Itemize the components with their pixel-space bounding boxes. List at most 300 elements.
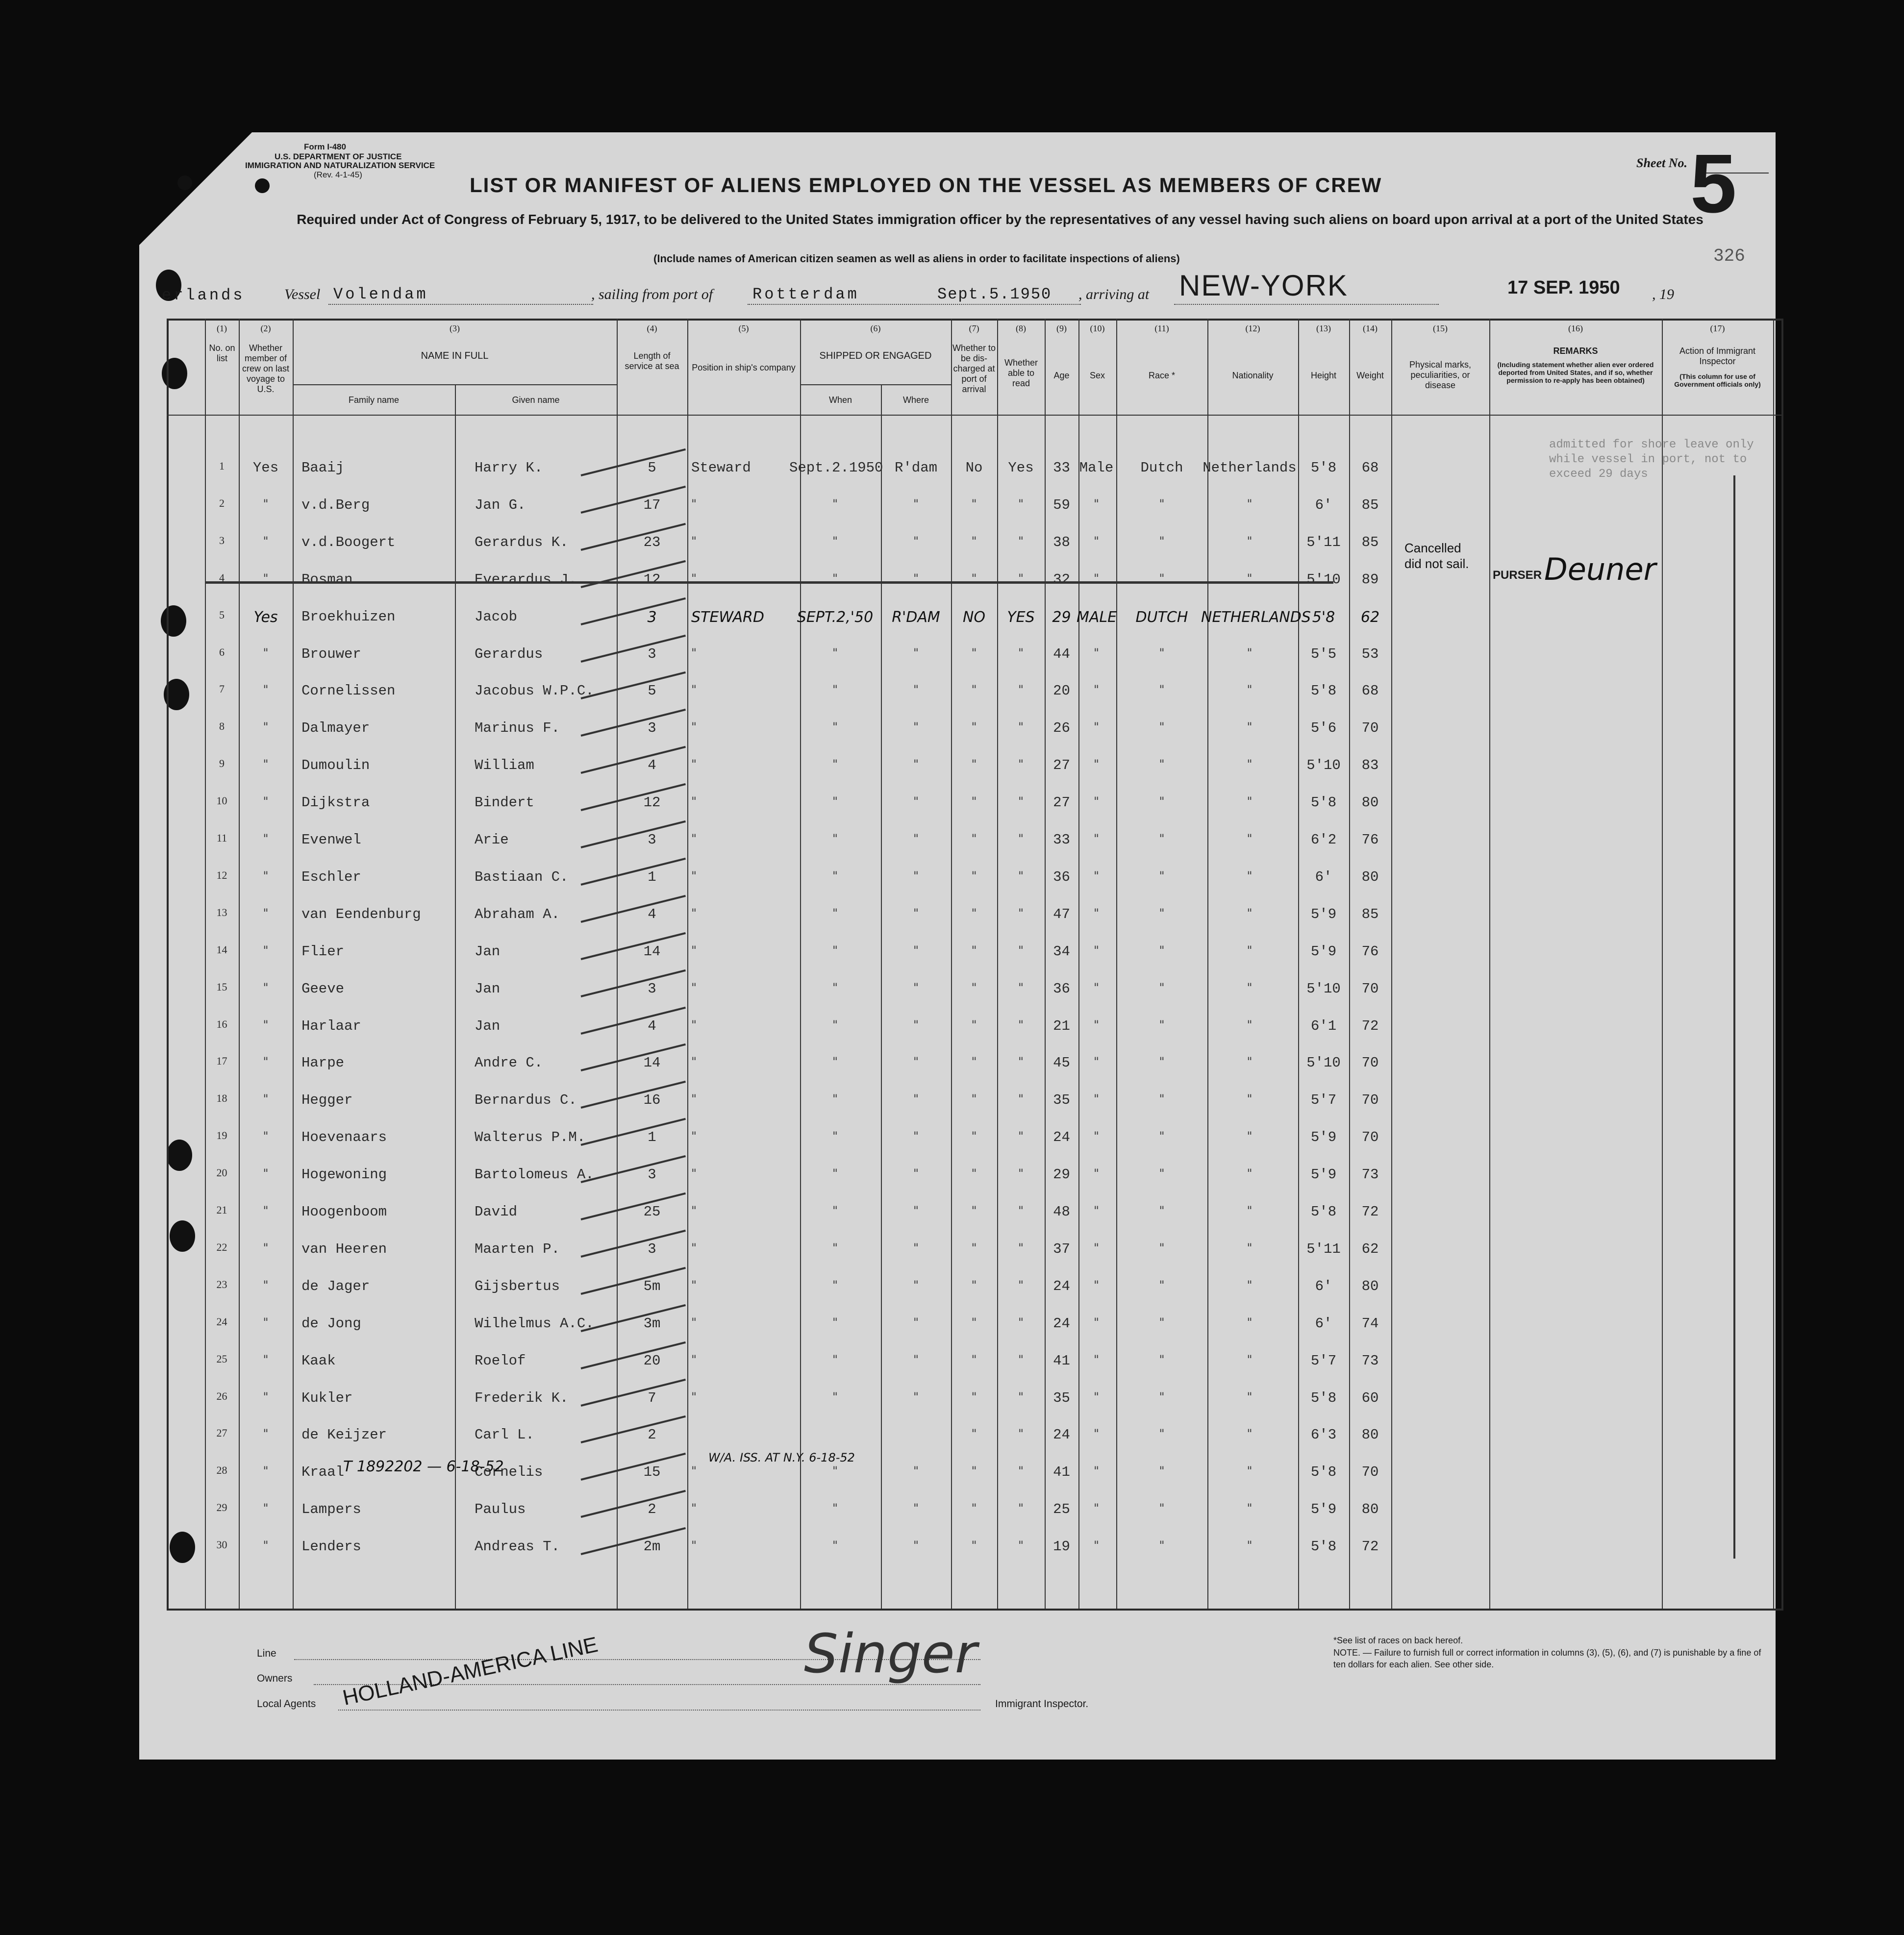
col-header-inspector-note: (This column for use of Government officials only) <box>1674 372 1761 388</box>
cell-discharged: " <box>971 1427 977 1440</box>
vessel-name: Volendam <box>333 285 428 303</box>
cell-discharged: " <box>971 1538 977 1552</box>
cell-service: 2 <box>648 1501 656 1517</box>
cell-given: Arie <box>475 832 509 848</box>
cell-weight: 73 <box>1361 1353 1379 1369</box>
cell-nationality: " <box>1247 906 1253 920</box>
cell-weight: 53 <box>1361 646 1379 662</box>
cell-weight: 72 <box>1361 1538 1379 1555</box>
cell-when: " <box>832 1501 838 1515</box>
cell-position: " <box>691 1241 697 1255</box>
cell-last: " <box>263 683 269 696</box>
cell-weight: 70 <box>1361 1055 1379 1071</box>
cell-nationality: " <box>1247 1055 1253 1068</box>
cell-height: 5'10 <box>1306 757 1341 773</box>
cell-age: 29 <box>1052 609 1071 626</box>
cell-height: 5'9 <box>1310 1166 1337 1183</box>
cell-service: 23 <box>643 534 661 550</box>
cell-age: 36 <box>1053 981 1070 997</box>
cell-sex: " <box>1093 794 1100 808</box>
cell-race: " <box>1159 1018 1165 1032</box>
cell-given: Bernardus C. <box>475 1092 577 1108</box>
cell-discharged: No <box>965 460 983 476</box>
cell-position: " <box>691 943 697 957</box>
cell-service: 12 <box>643 571 661 588</box>
cell-discharged: " <box>971 1092 977 1106</box>
cell-read: " <box>1018 1464 1024 1478</box>
cell-discharged: " <box>971 757 977 771</box>
cell-position: " <box>691 534 697 548</box>
cell-age: 37 <box>1053 1241 1070 1257</box>
cell-sex: " <box>1093 832 1100 845</box>
cell-race: " <box>1159 646 1165 660</box>
cell-read: Yes <box>1008 460 1034 476</box>
cell-when: " <box>832 720 838 734</box>
cell-race: " <box>1159 1501 1165 1515</box>
cell-no: 11 <box>216 832 227 844</box>
cell-age: 27 <box>1053 794 1070 811</box>
arrival-underline <box>1174 304 1439 305</box>
cell-when: SEPT.2,'50 <box>797 609 874 626</box>
cell-race: " <box>1159 943 1165 957</box>
cell-read: " <box>1018 1055 1024 1068</box>
cell-given: Jan <box>475 943 501 960</box>
cell-weight: 73 <box>1361 1166 1379 1183</box>
form-subtitle: Required under Act of Congress of February 5, 1917, to be delivered to the United States immigration officer by the representatives of any vessel having such aliens on board upon arrival at a port of the United States <box>297 212 1704 227</box>
cell-service: 3 <box>647 609 657 626</box>
cell-service: 5 <box>648 683 656 699</box>
cell-sex: " <box>1093 869 1100 883</box>
cell-where: " <box>913 497 919 511</box>
cell-when: " <box>832 1278 838 1292</box>
arrival-date-stamp: 17 SEP. 1950 <box>1507 277 1620 298</box>
cell-race: " <box>1159 869 1165 883</box>
cell-no: 3 <box>219 534 225 546</box>
cell-read: " <box>1018 981 1024 994</box>
cell-where: " <box>913 1055 919 1068</box>
cell-no: 1 <box>219 460 225 472</box>
cell-position: Steward <box>691 460 751 476</box>
cell-service: 1 <box>648 1129 656 1145</box>
cell-service: 3 <box>648 1166 656 1183</box>
cell-no: 9 <box>219 757 225 769</box>
cell-where: " <box>913 1092 919 1106</box>
cell-nationality: " <box>1247 534 1253 548</box>
cell-where: " <box>913 1278 919 1292</box>
cell-sex: " <box>1093 1390 1100 1404</box>
cell-service: 14 <box>643 943 661 960</box>
col-header-physical-marks: Physical marks, peculiarities, or disease <box>1409 360 1472 390</box>
cell-read: " <box>1018 794 1024 808</box>
cell-when: " <box>832 1538 838 1552</box>
cell-where: " <box>913 1315 919 1329</box>
cell-position: " <box>691 1018 697 1032</box>
cell-race: " <box>1159 1204 1165 1217</box>
cell-family: Kaak <box>301 1353 336 1369</box>
form-instruction: (Include names of American citizen seamen as well as aliens in order to facilitate inspections of aliens) <box>653 252 1180 265</box>
cell-no: 13 <box>216 906 227 918</box>
cell-sex: " <box>1093 1464 1100 1478</box>
cell-weight: 70 <box>1361 1092 1379 1108</box>
cell-discharged: " <box>971 646 977 660</box>
cell-family: Cornelissen <box>301 683 396 699</box>
cell-age: 24 <box>1053 1129 1070 1145</box>
cell-service: 16 <box>643 1092 661 1108</box>
cell-where: " <box>913 906 919 920</box>
cell-weight: 80 <box>1361 1427 1379 1443</box>
cell-age: 25 <box>1053 1501 1070 1517</box>
cell-where: " <box>913 1353 919 1366</box>
cell-service: 7 <box>648 1390 656 1406</box>
cell-race: " <box>1159 683 1165 696</box>
cell-no: 14 <box>216 943 227 956</box>
cell-no: 19 <box>216 1129 227 1141</box>
cell-given: Walterus P.M. <box>475 1129 586 1145</box>
cell-nationality: " <box>1247 646 1253 660</box>
cell-weight: 62 <box>1360 609 1380 626</box>
cell-given: Paulus <box>475 1501 526 1517</box>
cell-nationality: Netherlands <box>1203 460 1297 476</box>
cell-weight: 70 <box>1361 1129 1379 1145</box>
cell-height: 5'8 <box>1310 1538 1337 1555</box>
cell-height: 5'8 <box>1310 1464 1337 1480</box>
cell-family: Eschler <box>301 869 361 885</box>
cell-race: " <box>1159 1464 1165 1478</box>
cell-race: " <box>1159 1166 1165 1180</box>
cell-position: " <box>691 1166 697 1180</box>
cell-height: 5'8 <box>1312 609 1335 626</box>
cell-height: 6'2 <box>1310 832 1337 848</box>
cell-sex: MALE <box>1077 609 1117 626</box>
cell-when: " <box>832 1092 838 1106</box>
cell-sex: " <box>1093 1315 1100 1329</box>
cell-age: 32 <box>1053 571 1070 588</box>
cell-discharged: " <box>971 1315 977 1329</box>
cell-race: " <box>1159 720 1165 734</box>
cell-where: " <box>913 943 919 957</box>
cell-last: " <box>263 981 269 994</box>
cell-service: 5m <box>643 1278 661 1294</box>
cell-discharged: " <box>971 534 977 548</box>
cell-last: " <box>263 1390 269 1404</box>
cell-discharged: " <box>971 1501 977 1515</box>
cell-sex: " <box>1093 1427 1100 1440</box>
cell-age: 38 <box>1053 534 1070 550</box>
folded-corner <box>139 132 252 245</box>
cell-given: Roelof <box>475 1353 526 1369</box>
cell-read: " <box>1018 1353 1024 1366</box>
cell-weight: 72 <box>1361 1204 1379 1220</box>
cell-weight: 70 <box>1361 1464 1379 1480</box>
cell-sex: " <box>1093 1018 1100 1032</box>
cell-family: Dijkstra <box>301 794 370 811</box>
cell-discharged: " <box>971 683 977 696</box>
cell-nationality: " <box>1247 943 1253 957</box>
cell-sex: " <box>1093 943 1100 957</box>
cell-race: " <box>1159 1390 1165 1404</box>
cell-no: 4 <box>219 571 225 584</box>
revision-date: (Rev. 4-1-45) <box>314 170 362 179</box>
cell-discharged: " <box>971 571 977 585</box>
sailing-label: , sailing from port of <box>591 286 713 302</box>
cell-last: " <box>263 1129 269 1143</box>
cell-age: 24 <box>1053 1278 1070 1294</box>
cell-given: David <box>475 1204 518 1220</box>
cell-family: Kukler <box>301 1390 353 1406</box>
cell-height: 5'6 <box>1310 720 1337 736</box>
cell-family: Lampers <box>301 1501 361 1517</box>
cell-given: Cornelis <box>475 1464 543 1480</box>
cell-nationality: " <box>1247 757 1253 771</box>
cell-family: Dalmayer <box>301 720 370 736</box>
cell-service: 3 <box>648 720 656 736</box>
cell-family: Hegger <box>301 1092 353 1108</box>
cell-when: " <box>832 571 838 585</box>
cell-no: 16 <box>216 1018 227 1030</box>
cell-race: " <box>1159 1092 1165 1106</box>
cell-family: de Jong <box>301 1315 361 1332</box>
cell-no: 10 <box>216 794 227 807</box>
cell-no: 23 <box>216 1278 227 1290</box>
cell-nationality: " <box>1247 1166 1253 1180</box>
cell-service: 3 <box>648 646 656 662</box>
cell-family: Lenders <box>301 1538 361 1555</box>
cell-nationality: " <box>1247 1427 1253 1440</box>
cell-height: 5'8 <box>1310 460 1337 476</box>
cell-family: van Heeren <box>301 1241 387 1257</box>
cell-where: " <box>913 683 919 696</box>
cell-family: Dumoulin <box>301 757 370 773</box>
cell-age: 47 <box>1053 906 1070 922</box>
cell-nationality: NETHERLANDS <box>1201 609 1311 626</box>
cell-when: " <box>832 1166 838 1180</box>
cell-sex: Male <box>1079 460 1114 476</box>
cell-where: " <box>913 720 919 734</box>
cell-discharged: " <box>971 1278 977 1292</box>
cell-position: " <box>691 906 697 920</box>
cell-nationality: " <box>1247 832 1253 845</box>
cell-height: 5'11 <box>1306 1241 1341 1257</box>
cell-last: " <box>263 1241 269 1255</box>
cell-age: 34 <box>1053 943 1070 960</box>
cell-given: Harry K. <box>475 460 543 476</box>
cell-given: Andreas T. <box>475 1538 560 1555</box>
cell-read: " <box>1018 869 1024 883</box>
cell-age: 19 <box>1053 1538 1070 1555</box>
cell-nationality: " <box>1247 497 1253 511</box>
cell-weight: 85 <box>1361 534 1379 550</box>
cell-sex: " <box>1093 1055 1100 1068</box>
departure-date: Sept.5.1950 <box>937 285 1052 303</box>
cell-height: 5'8 <box>1310 1390 1337 1406</box>
cell-race: " <box>1159 1241 1165 1255</box>
stamp-number: 326 <box>1713 246 1745 266</box>
cell-position: " <box>691 1390 697 1404</box>
immigrant-inspector-label: Immigrant Inspector. <box>995 1698 1089 1710</box>
cell-position: STEWARD <box>691 609 764 626</box>
cell-sex: " <box>1093 757 1100 771</box>
cell-sex: " <box>1093 1166 1100 1180</box>
cell-no: 6 <box>219 646 225 658</box>
cell-no: 17 <box>216 1055 227 1067</box>
cell-sex: " <box>1093 646 1100 660</box>
cell-weight: 70 <box>1361 981 1379 997</box>
cell-last: Yes <box>253 609 278 626</box>
cell-where: " <box>913 571 919 585</box>
cell-age: 33 <box>1053 460 1070 476</box>
cell-race: " <box>1159 1055 1165 1068</box>
cell-given: Everardus J. <box>475 571 577 588</box>
cell-last: " <box>263 1092 269 1106</box>
cell-when: " <box>832 832 838 845</box>
races-note: *See list of races on back hereof. <box>1333 1636 1463 1645</box>
col-header-remarks-note: (Including statement whether alien ever ordered deported from United States, and if so, whether permission to re-apply has been obtained) <box>1497 361 1654 384</box>
cell-age: 26 <box>1053 720 1070 736</box>
cell-position: " <box>691 1129 697 1143</box>
cell-nationality: " <box>1247 1018 1253 1032</box>
cell-last: " <box>263 1055 269 1068</box>
cell-race: " <box>1159 1129 1165 1143</box>
cell-nationality: " <box>1247 1129 1253 1143</box>
cell-given: Wilhelmus A.C. <box>475 1315 594 1332</box>
cell-nationality: " <box>1247 1278 1253 1292</box>
cell-service: 2 <box>648 1427 656 1443</box>
cell-last: " <box>263 869 269 883</box>
cell-when: " <box>832 646 838 660</box>
cell-position: " <box>691 757 697 771</box>
cell-last: " <box>263 1204 269 1217</box>
cell-read: " <box>1018 1315 1024 1329</box>
cell-read: " <box>1018 720 1024 734</box>
cell-family: Kraal <box>301 1464 345 1480</box>
cell-height: 5'9 <box>1310 906 1337 922</box>
inspector-signature: Singer <box>804 1622 977 1685</box>
cell-no: 5 <box>219 609 225 621</box>
cell-family: Broekhuizen <box>301 609 396 625</box>
cell-given: Jan G. <box>475 497 526 513</box>
cell-position: " <box>691 571 697 585</box>
cell-no: 21 <box>216 1204 227 1216</box>
cell-family: Harpe <box>301 1055 345 1071</box>
cell-given: Frederik K. <box>475 1390 569 1406</box>
departure-port: Rotterdam <box>752 285 859 303</box>
cell-sex: " <box>1093 1204 1100 1217</box>
cell-position: " <box>691 1092 697 1106</box>
year-label: , 19 <box>1652 286 1674 302</box>
cell-position: " <box>691 497 697 511</box>
cell-weight: 85 <box>1361 906 1379 922</box>
vessel-underline <box>328 304 593 305</box>
cell-age: 24 <box>1053 1427 1070 1443</box>
cell-where: " <box>913 1390 919 1404</box>
cell-weight: 62 <box>1361 1241 1379 1257</box>
cell-service: 12 <box>643 794 661 811</box>
cell-given: Jan <box>475 1018 501 1034</box>
cell-last: Yes <box>252 460 279 476</box>
cell-last: " <box>263 1464 269 1478</box>
cell-nationality: " <box>1247 1464 1253 1478</box>
cell-weight: 68 <box>1361 683 1379 699</box>
cell-height: 6'3 <box>1310 1427 1337 1443</box>
punch-hole <box>255 178 270 193</box>
cell-race: " <box>1159 497 1165 511</box>
cell-where: " <box>913 1538 919 1552</box>
cell-weight: 80 <box>1361 1501 1379 1517</box>
cell-sex: " <box>1093 1353 1100 1366</box>
form-number: Form I-480 <box>304 142 346 151</box>
cell-sex: " <box>1093 497 1100 511</box>
cell-discharged: " <box>971 497 977 511</box>
cell-discharged: " <box>971 869 977 883</box>
cell-last: " <box>263 720 269 734</box>
cell-last: " <box>263 1315 269 1329</box>
cell-race: " <box>1159 757 1165 771</box>
cell-when: " <box>832 1129 838 1143</box>
cell-last: " <box>263 757 269 771</box>
purser-signature: Deuner <box>1544 551 1656 587</box>
col-header-sex: Sex <box>1089 371 1105 380</box>
cell-service: 3 <box>648 981 656 997</box>
col-header-race: Race * <box>1148 371 1176 380</box>
line-label: Line <box>257 1648 276 1659</box>
cell-family: Hoevenaars <box>301 1129 387 1145</box>
cell-given: Carl L. <box>475 1427 534 1443</box>
cell-where: " <box>913 1204 919 1217</box>
vessel-label: Vessel <box>284 286 321 302</box>
cell-race: " <box>1159 832 1165 845</box>
cell-age: 20 <box>1053 683 1070 699</box>
cell-height: 5'8 <box>1310 794 1337 811</box>
cell-position: " <box>691 1204 697 1217</box>
col-header-last-voyage: Whether member of crew on last voyage to U.S. <box>242 343 290 394</box>
cell-family: Hoogenboom <box>301 1204 387 1220</box>
cell-weight: 83 <box>1361 757 1379 773</box>
col-header-nationality: Nationality <box>1232 371 1274 380</box>
cell-where: " <box>913 1464 919 1478</box>
cell-when: Sept.2.1950 <box>789 460 883 476</box>
cell-when: " <box>832 1315 838 1329</box>
cell-no: 18 <box>216 1092 227 1104</box>
cell-no: 26 <box>216 1390 227 1402</box>
cell-age: 35 <box>1053 1092 1070 1108</box>
cell-where: " <box>913 832 919 845</box>
col-header-height: Height <box>1310 371 1337 380</box>
cell-family: Harlaar <box>301 1018 361 1034</box>
cell-family: v.d.Boogert <box>301 534 396 550</box>
cell-race: " <box>1159 794 1165 808</box>
cancelled-note: Cancelled did not sail. <box>1404 541 1469 571</box>
cell-race: Dutch <box>1140 460 1183 476</box>
cell-no: 25 <box>216 1353 227 1365</box>
cell-nationality: " <box>1247 981 1253 994</box>
cell-given: Bartolomeus A. <box>475 1166 594 1183</box>
cell-where: R'dam <box>894 460 937 476</box>
cell-nationality: " <box>1247 1538 1253 1552</box>
cell-position: " <box>691 794 697 808</box>
cell-read: " <box>1018 1501 1024 1515</box>
cell-last: " <box>263 1427 269 1440</box>
cell-read: " <box>1018 1018 1024 1032</box>
col-header-where: Where <box>902 395 929 405</box>
cell-nationality: " <box>1247 683 1253 696</box>
cell-race: DUTCH <box>1135 609 1188 626</box>
cell-read: " <box>1018 534 1024 548</box>
cell-nationality: " <box>1247 1204 1253 1217</box>
cell-nationality: " <box>1247 794 1253 808</box>
cell-given: Maarten P. <box>475 1241 560 1257</box>
cell-race: " <box>1159 1278 1165 1292</box>
cell-no: 29 <box>216 1501 227 1513</box>
